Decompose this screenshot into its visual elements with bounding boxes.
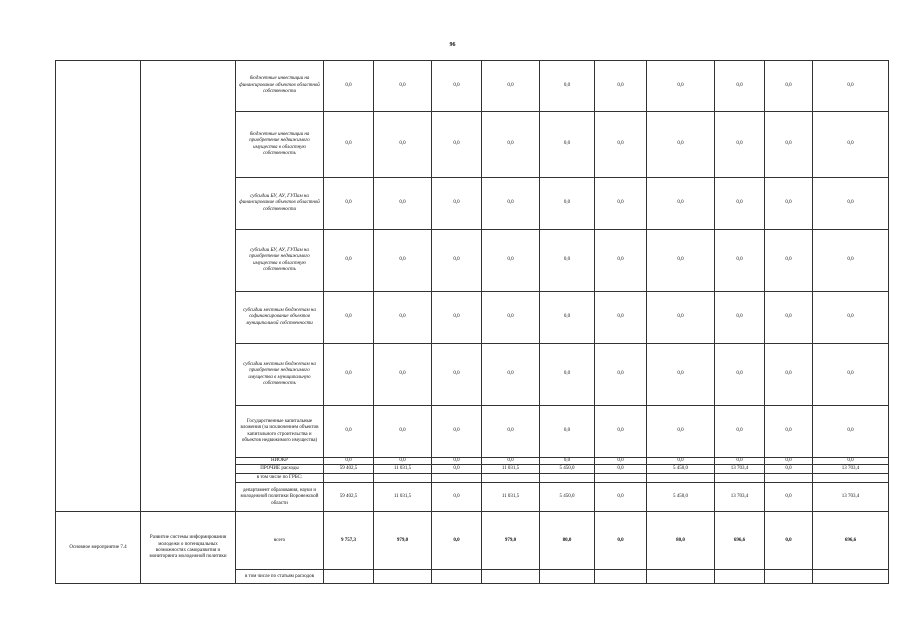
empty-cell	[432, 570, 482, 584]
value-cell: 0,0	[715, 292, 765, 344]
value-cell: 0,0	[813, 112, 889, 178]
value-cell: 0,0	[765, 406, 813, 458]
empty-cell	[765, 570, 813, 584]
value-cell: 0,0	[813, 458, 889, 465]
value-cell: 11 031,5	[374, 483, 432, 512]
value-cell: 5 450,0	[540, 465, 595, 474]
value-cell	[324, 474, 374, 483]
empty-cell	[324, 570, 374, 584]
empty-cell	[715, 570, 765, 584]
empty-cell	[595, 570, 647, 584]
row-label: субсидии БУ, АУ, ГУПам на финансирование объектов областной собственности	[236, 178, 324, 230]
value-cell: 5 450,0	[540, 483, 595, 512]
empty-cell	[647, 570, 715, 584]
value-cell: 0,0	[813, 292, 889, 344]
total-value-cell: 696,6	[715, 512, 765, 570]
total-value-cell: 9 757,3	[324, 512, 374, 570]
value-cell: 0,0	[595, 230, 647, 292]
value-cell: 0,0	[540, 458, 595, 465]
value-cell: 0,0	[595, 344, 647, 406]
table-row	[56, 61, 889, 112]
value-cell: 0,0	[432, 230, 482, 292]
value-cell: 0,0	[540, 230, 595, 292]
empty-code-cell	[56, 61, 141, 512]
value-cell: 0,0	[765, 465, 813, 474]
value-cell: 0,0	[482, 112, 540, 178]
value-cell	[765, 474, 813, 483]
value-cell: 13 703,4	[715, 465, 765, 474]
empty-cell	[813, 570, 889, 584]
budget-table	[55, 60, 889, 584]
value-cell: 0,0	[595, 112, 647, 178]
value-cell	[540, 474, 595, 483]
row-label: субсидии БУ, АУ, ГУПам на приобретение недвижимого имущества в областную собственность	[236, 230, 324, 292]
total-value-cell: 0,0	[765, 512, 813, 570]
value-cell: 0,0	[374, 230, 432, 292]
value-cell: 0,0	[595, 458, 647, 465]
page-number: 96	[449, 42, 456, 48]
value-cell: 0,0	[482, 61, 540, 112]
value-cell: 0,0	[813, 230, 889, 292]
total-value-cell: 696,6	[813, 512, 889, 570]
total-value-cell: 80,0	[540, 512, 595, 570]
value-cell: 0,0	[765, 292, 813, 344]
value-cell: 0,0	[540, 344, 595, 406]
total-value-cell: 80,0	[647, 512, 715, 570]
value-cell: 0,0	[482, 406, 540, 458]
value-cell: 0,0	[715, 230, 765, 292]
value-cell: 0,0	[765, 178, 813, 230]
value-cell: 0,0	[813, 406, 889, 458]
row-label: субсидии местным бюджетам на приобретение недвижимого имущества в муниципальную собственность	[236, 344, 324, 406]
value-cell: 0,0	[813, 178, 889, 230]
row-label: департамент образования, науки и молодежной политики Воронежской области	[236, 483, 324, 512]
value-cell	[715, 474, 765, 483]
value-cell: 0,0	[432, 344, 482, 406]
value-cell: 0,0	[813, 344, 889, 406]
value-cell: 0,0	[647, 344, 715, 406]
value-cell: 0,0	[765, 112, 813, 178]
value-cell: 0,0	[715, 406, 765, 458]
value-cell: 0,0	[324, 406, 374, 458]
total-label: всего	[236, 512, 324, 570]
value-cell: 0,0	[647, 406, 715, 458]
value-cell: 0,0	[647, 230, 715, 292]
value-cell: 0,0	[482, 458, 540, 465]
value-cell: 0,0	[432, 483, 482, 512]
value-cell: 5 450,0	[647, 483, 715, 512]
value-cell: 0,0	[432, 458, 482, 465]
row-label: ПРОЧИЕ расходы	[236, 465, 324, 474]
value-cell: 0,0	[324, 344, 374, 406]
value-cell: 0,0	[374, 344, 432, 406]
value-cell: 0,0	[813, 61, 889, 112]
subtotal-label: в том числе по статьям расходов	[236, 570, 324, 584]
value-cell: 0,0	[647, 61, 715, 112]
value-cell: 0,0	[540, 61, 595, 112]
value-cell: 0,0	[540, 406, 595, 458]
value-cell: 0,0	[374, 458, 432, 465]
empty-cell	[374, 570, 432, 584]
value-cell	[647, 474, 715, 483]
value-cell: 0,0	[482, 178, 540, 230]
value-cell: 0,0	[765, 61, 813, 112]
event-code: Основное мероприятие 7.4	[56, 512, 141, 584]
value-cell: 0,0	[647, 458, 715, 465]
value-cell: 0,0	[482, 292, 540, 344]
value-cell: 0,0	[540, 292, 595, 344]
value-cell: 0,0	[715, 178, 765, 230]
value-cell: 0,0	[715, 458, 765, 465]
value-cell: 0,0	[715, 112, 765, 178]
value-cell: 0,0	[647, 292, 715, 344]
value-cell	[595, 474, 647, 483]
value-cell: 0,0	[540, 112, 595, 178]
value-cell: 0,0	[432, 406, 482, 458]
empty-name-cell	[141, 61, 236, 512]
value-cell: 0,0	[432, 465, 482, 474]
value-cell: 5 450,0	[647, 465, 715, 474]
value-cell: 0,0	[482, 230, 540, 292]
value-cell: 11 031,5	[482, 465, 540, 474]
value-cell: 0,0	[432, 61, 482, 112]
value-cell: 0,0	[765, 458, 813, 465]
value-cell: 0,0	[715, 61, 765, 112]
event-name: Развитие системы информирования молодежи о потенциальных возможностях саморазвития и мониторинга молодежной политики	[141, 512, 236, 584]
value-cell: 0,0	[374, 406, 432, 458]
value-cell: 0,0	[374, 61, 432, 112]
value-cell: 0,0	[540, 178, 595, 230]
value-cell	[813, 474, 889, 483]
value-cell: 0,0	[324, 292, 374, 344]
row-label: субсидии местным бюджетам на софинансирование объектов муниципальной собственности	[236, 292, 324, 344]
value-cell: 0,0	[374, 292, 432, 344]
row-label: бюджетные инвестиции на финансирование объектов областной собственности	[236, 61, 324, 112]
value-cell: 0,0	[595, 465, 647, 474]
value-cell: 0,0	[432, 292, 482, 344]
value-cell: 0,0	[647, 178, 715, 230]
value-cell	[482, 474, 540, 483]
value-cell	[432, 474, 482, 483]
value-cell	[374, 474, 432, 483]
empty-cell	[540, 570, 595, 584]
value-cell: 13 703,4	[813, 483, 889, 512]
event-total-row	[56, 512, 889, 570]
value-cell: 0,0	[595, 178, 647, 230]
total-value-cell: 979,0	[482, 512, 540, 570]
value-cell: 59 402,5	[324, 465, 374, 474]
value-cell: 0,0	[374, 112, 432, 178]
value-cell: 0,0	[595, 292, 647, 344]
value-cell: 0,0	[595, 406, 647, 458]
table-body	[56, 61, 889, 584]
value-cell: 0,0	[715, 344, 765, 406]
value-cell: 0,0	[432, 112, 482, 178]
row-label: Государственные капитальные вложения (за исключением объектов капитального строительства и объектов недвижимого имущества)	[236, 406, 324, 458]
row-label: в том числе по ГРБС:	[236, 474, 324, 483]
value-cell: 0,0	[647, 112, 715, 178]
total-value-cell: 0,0	[595, 512, 647, 570]
value-cell: 0,0	[324, 112, 374, 178]
row-label: НИОКР	[236, 458, 324, 465]
total-value-cell: 0,0	[432, 512, 482, 570]
value-cell: 11 031,5	[374, 465, 432, 474]
empty-cell	[482, 570, 540, 584]
value-cell: 0,0	[765, 344, 813, 406]
value-cell: 0,0	[765, 483, 813, 512]
value-cell: 11 031,5	[482, 483, 540, 512]
value-cell: 0,0	[374, 178, 432, 230]
value-cell: 0,0	[324, 61, 374, 112]
row-label: бюджетные инвестиции на приобретение недвижимого имущества в областную собственность	[236, 112, 324, 178]
value-cell: 13 703,4	[813, 465, 889, 474]
value-cell: 0,0	[432, 178, 482, 230]
value-cell: 13 703,4	[715, 483, 765, 512]
value-cell: 0,0	[324, 230, 374, 292]
value-cell: 59 402,5	[324, 483, 374, 512]
value-cell: 0,0	[324, 178, 374, 230]
value-cell: 0,0	[595, 61, 647, 112]
value-cell: 0,0	[482, 344, 540, 406]
value-cell: 0,0	[324, 458, 374, 465]
total-value-cell: 979,0	[374, 512, 432, 570]
value-cell: 0,0	[765, 230, 813, 292]
value-cell: 0,0	[595, 483, 647, 512]
